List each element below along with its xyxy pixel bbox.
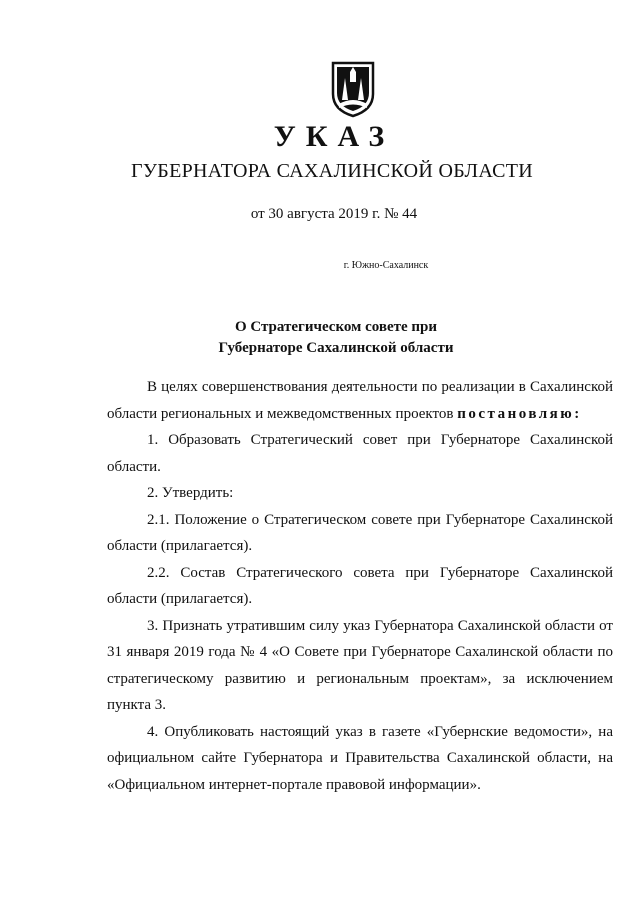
- sakhalin-coat-of-arms-icon: [329, 60, 377, 118]
- decree-operative-word: постановляю:: [457, 405, 582, 422]
- place-of-issue: г. Южно-Сахалинск: [343, 260, 429, 271]
- preamble-paragraph: [107, 374, 613, 427]
- clause-3: 3. Признать утратившим силу указ Губернатора Сахалинской области от 31 января 2019 года № 4 «О Совете при Губернаторе Сахалинской области по стратегическому развитию и региональным проектам», за исключением пункта 3.: [107, 617, 613, 713]
- clause-4: 4. Опубликовать настоящий указ в газете «Губернские ведомости», на официальном сайте Губернатора и Правительства Сахалинской области, на «Официальном интернет-портале правовой информации».: [107, 723, 613, 793]
- clause-2: 2. Утвердить:: [147, 485, 234, 501]
- issuer-title: ГУБЕРНАТОРА САХАЛИНСКОЙ ОБЛАСТИ: [130, 160, 533, 182]
- clause-1: 1. Образовать Стратегический совет при Губернаторе Сахалинской области.: [107, 432, 613, 475]
- date-and-number: от 30 августа 2019 г. № 44: [250, 206, 418, 222]
- decree-heading: [16, 317, 640, 359]
- document-type-title: УКАЗ: [273, 120, 395, 153]
- clause-2-1: 2.1. Положение о Стратегическом совете при Губернаторе Сахалинской области (прилагается).: [107, 511, 613, 554]
- preamble-text: В целях совершенствования деятельности по реализации в Сахалинской области региональных и межведомственных проектов: [107, 379, 613, 422]
- heading-line-1: О Стратегическом совете при: [234, 319, 438, 335]
- heading-line-2: Губернаторе Сахалинской области: [218, 340, 454, 356]
- decree-body: [107, 374, 613, 798]
- clause-2-2: 2.2. Состав Стратегического совета при Губернаторе Сахалинской области (прилагается).: [107, 564, 613, 607]
